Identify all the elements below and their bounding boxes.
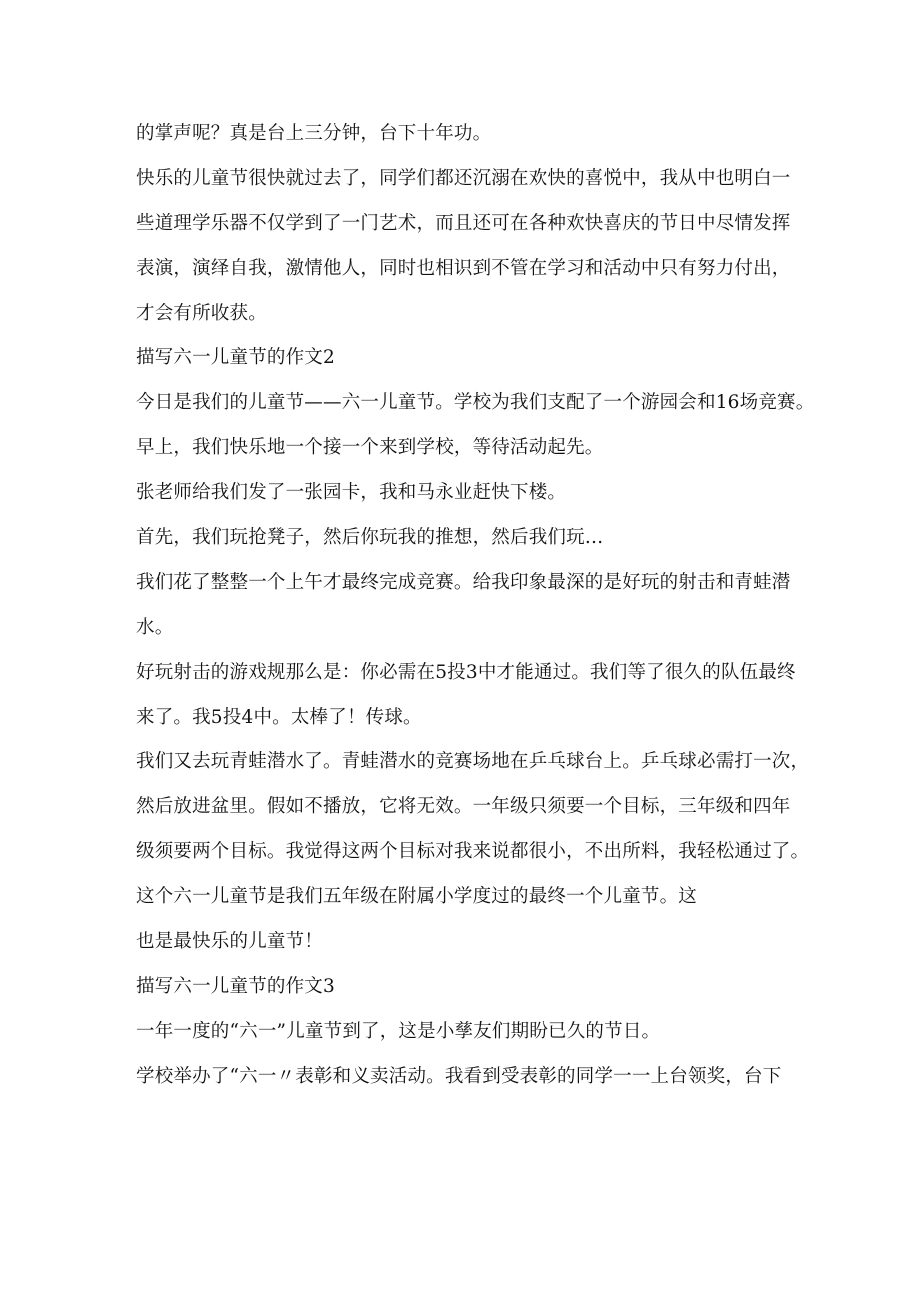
text-line: 首先，我们玩抢凳子，然后你玩我的推想，然后我们玩… — [136, 527, 604, 549]
text-line: 来了。我5投4中。太棒了！传球。 — [136, 706, 422, 728]
text-line: 也是最快乐的儿童节！ — [136, 931, 324, 953]
text-line: 表演，演绎自我，激情他人，同时也相识到不管在学习和活动中只有努力付出， — [136, 257, 791, 279]
text-line: 今日是我们的儿童节——六一儿童节。学校为我们支配了一个游园会和16场竞赛。 — [136, 392, 815, 414]
text-line: 我们花了整整一个上午才最终完成竞赛。给我印象最深的是好玩的射击和青蛙潜 — [136, 571, 791, 593]
text-line: 些道理学乐器不仅学到了一门艺术，而且还可在各种欢快喜庆的节日中尽情发挥 — [136, 212, 791, 234]
text-line: 这个六一儿童节是我们五年级在附属小学度过的最终一个儿童节。这 — [136, 886, 698, 908]
text-line: 张老师给我们发了一张园卡，我和马永业赶快下楼。 — [136, 482, 567, 504]
text-line: 快乐的儿童节很快就过去了，同学们都还沉溺在欢快的喜悦中，我从中也明白一 — [136, 167, 791, 189]
text-line: 然后放进盆里。假如不播放，它将无效。一年级只须要一个目标，三年级和四年 — [136, 796, 791, 818]
text-line: 好玩射击的游戏规那么是：你必需在5投3中才能通过。我们等了很久的队伍最终 — [136, 661, 796, 683]
text-line: 学校举办了“六一〃表彰和义卖活动。我看到受表彰的同学一一上台领奖，台下 — [136, 1065, 782, 1087]
text-line: 一年一度的“六一”儿童节到了，这是小孳友们期盼已久的节日。 — [136, 1020, 661, 1042]
text-line: 级须要两个目标。我觉得这两个目标对我来说都很小，不出所料，我轻松通过了。 — [136, 841, 810, 863]
text-line: 水。 — [136, 616, 174, 638]
text-line: 才会有所收获。 — [136, 302, 267, 324]
section-heading: 描写六一儿童节的作文2 — [136, 347, 335, 369]
section-heading: 描写六一儿童节的作文3 — [136, 975, 335, 997]
text-line: 我们又去玩青蛙潜水了。青蛙潜水的竞赛场地在乒乓球台上。乒乓球必需打一次， — [136, 751, 810, 773]
article-body — [136, 112, 816, 1100]
text-line: 早上，我们快乐地一个接一个来到学校，等待活动起先。 — [136, 437, 604, 459]
text-line: 的掌声呢？真是台上三分钟，台下十年功。 — [136, 123, 492, 144]
